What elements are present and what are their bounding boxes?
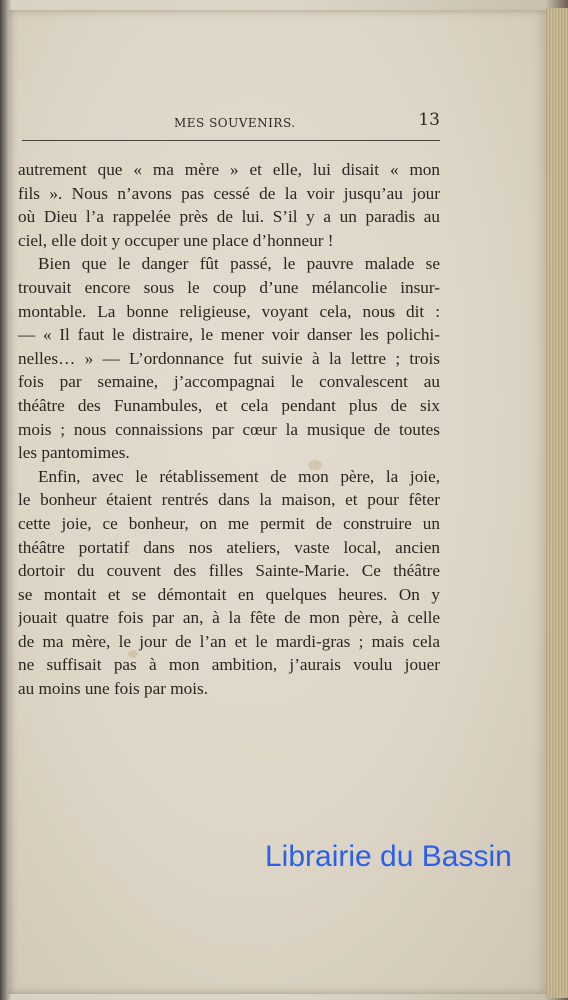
text-line: théâtre portatif dans nos ateliers, vaste local, ancien [18, 537, 440, 557]
text-line: — « Il faut le distraire, le mener voir danser les polichi- [18, 325, 440, 345]
text-line: nelles… » — L’ordonnance fut suivie à la lettre ; trois [18, 348, 440, 368]
text-line: ne suffisait pas à mon ambition, j’aurais voulu jouer [18, 655, 440, 675]
text-line: trouvait encore sous le coup d’une mélancolie insur- [18, 277, 440, 297]
text-line: Enfin, avec le rétablissement de mon père, la joie, [38, 466, 440, 486]
text-line: les pantomimes. [18, 443, 130, 463]
book-page [8, 10, 548, 994]
text-line: dortoir du couvent des filles Sainte-Marie. Ce théâtre [18, 561, 440, 581]
text-line: jouait quatre fois par an, à la fête de mon père, à celle [18, 608, 440, 628]
running-head: MES SOUVENIRS. [174, 116, 296, 130]
text-line: théâtre des Funambules, et cela pendant plus de six [18, 395, 440, 415]
text-line: ciel, elle doit y occuper une place d’honneur ! [18, 230, 334, 250]
text-line: où Dieu l’a rappelée près de lui. S’il y a un paradis au [18, 207, 440, 227]
text-line: fois par semaine, j’accompagnai le convalescent au [18, 372, 440, 392]
body-text [18, 158, 440, 701]
text-line: montable. La bonne religieuse, voyant cela, nous dit : [18, 301, 440, 321]
watermark: Librairie du Bassin [265, 840, 512, 873]
page-number: 13 [418, 110, 440, 130]
text-line: au moins une fois par mois. [18, 679, 208, 699]
text-line: mois ; nous connaissions par cœur la musique de toutes [18, 419, 440, 439]
page-header [22, 110, 440, 141]
text-line: fils ». Nous n’avons pas cessé de la voir jusqu’au jour [18, 183, 440, 203]
text-line: autrement que « ma mère » et elle, lui disait « mon [18, 160, 440, 179]
page-edge [546, 8, 568, 998]
text-line: Bien que le danger fût passé, le pauvre malade se [38, 254, 440, 274]
text-line: le bonheur étaient rentrés dans la maison, et pour fêter [18, 490, 440, 510]
text-line: cette joie, ce bonheur, on me permit de construire un [18, 513, 440, 533]
text-line: de ma mère, le jour de l’an et le mardi-gras ; mais cela [18, 631, 440, 651]
text-line: se montait et se démontait en quelques heures. On y [18, 584, 440, 604]
